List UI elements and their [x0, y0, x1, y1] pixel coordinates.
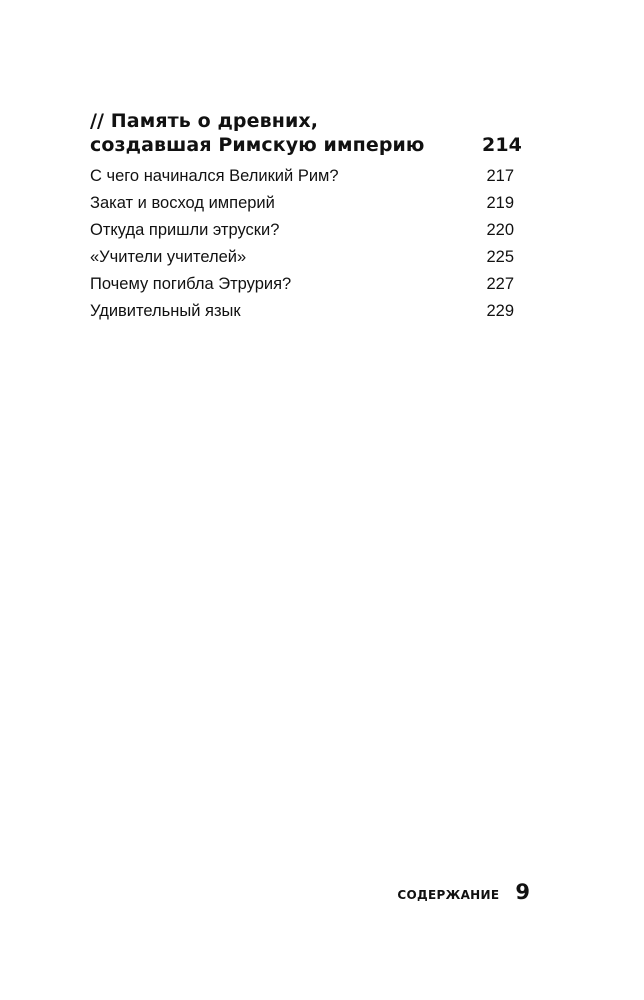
toc-entry — [90, 217, 514, 244]
toc-entry-page: 227 — [486, 275, 514, 293]
toc-entry-page: 229 — [486, 302, 514, 320]
toc-entry — [90, 190, 514, 217]
folio-page-number: 9 — [515, 880, 530, 904]
toc-entry-title: Закат и восход империй — [90, 194, 275, 212]
section-title-line-2-text: создавшая Римскую империю — [90, 134, 425, 156]
toc-entry — [90, 163, 514, 190]
toc-entry-title: «Учители учителей» — [90, 248, 247, 266]
toc-entry — [90, 271, 514, 298]
running-footer-label: СОДЕРЖАНИЕ — [397, 888, 500, 902]
toc-entry-page: 219 — [486, 194, 514, 212]
section-page-number: 214 — [482, 134, 522, 156]
section-title-line-1: // Память о древних, — [90, 110, 319, 132]
toc-entry-page: 217 — [486, 167, 514, 185]
section-title-line-2 — [90, 133, 522, 157]
toc-entry — [90, 244, 514, 271]
toc-entry-title: С чего начинался Великий Рим? — [90, 167, 339, 185]
toc-entry — [90, 298, 514, 325]
toc-entry-title: Откуда пришли этруски? — [90, 221, 280, 239]
toc-entry-page: 225 — [486, 248, 514, 266]
toc-entry-title: Удивительный язык — [90, 302, 241, 320]
section-heading — [90, 109, 522, 157]
toc-entry-title: Почему погибла Этрурия? — [90, 275, 292, 293]
toc-list — [90, 163, 514, 325]
page-footer — [397, 880, 530, 908]
toc-entry-page: 220 — [486, 221, 514, 239]
